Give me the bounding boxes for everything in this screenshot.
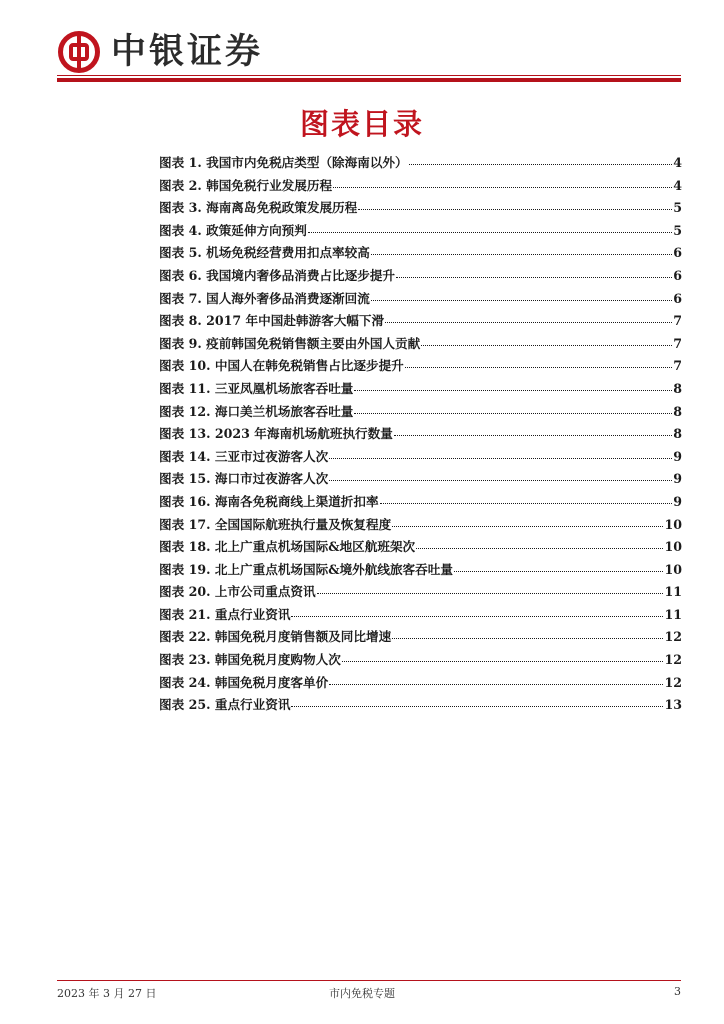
brand-name: 中银证券 (111, 32, 264, 72)
toc-entry[interactable] (159, 491, 682, 514)
bank-of-china-logo-icon (57, 30, 101, 74)
toc-dot-leader (394, 435, 672, 436)
toc-entry[interactable] (159, 536, 682, 559)
toc-entry[interactable] (159, 694, 682, 717)
footer-date: 2023 年 3 月 27 日 (57, 987, 157, 1000)
footer-divider (57, 980, 681, 981)
toc-dot-leader (380, 503, 673, 504)
toc-entry-label: 图表 22. 韩国免税月度销售额及同比增速 (159, 629, 392, 645)
toc-entry[interactable] (159, 401, 682, 424)
toc-entry[interactable] (159, 626, 682, 649)
footer-page-number: 3 (674, 985, 681, 998)
toc-entry-page: 5 (673, 222, 682, 238)
toc-entry[interactable] (159, 378, 682, 401)
toc-entry[interactable] (159, 152, 682, 175)
toc-entry-page: 11 (664, 584, 682, 600)
toc-entry-label: 图表 5. 机场免税经营费用扣点率较高 (159, 245, 370, 261)
toc-entry-page: 9 (673, 471, 682, 487)
toc-entry-label: 图表 7. 国人海外奢侈品消费逐渐回流 (159, 290, 370, 306)
toc-entry-label: 图表 2. 韩国免税行业发展历程 (159, 177, 333, 193)
toc-dot-leader (354, 413, 672, 414)
page-title: 图表目录 (299, 107, 424, 141)
toc-entry-page: 10 (664, 516, 682, 532)
toc-entry-page: 11 (664, 606, 682, 622)
toc-entry-page: 13 (664, 697, 682, 713)
toc-entry[interactable] (159, 446, 682, 469)
toc-entry-label: 图表 25. 重点行业资讯 (159, 697, 291, 713)
toc-entry-label: 图表 8. 2017 年中国赴韩游客大幅下滑 (159, 313, 385, 329)
toc-entry[interactable] (159, 175, 682, 198)
toc-dot-leader (385, 322, 672, 323)
toc-dot-leader (396, 277, 672, 278)
toc-entry-page: 9 (673, 448, 682, 464)
toc-entry-page: 7 (673, 358, 682, 374)
toc-entry-label: 图表 13. 2023 年海南机场航班执行数量 (159, 426, 393, 442)
toc-entry-label: 图表 18. 北上广重点机场国际&地区航班架次 (159, 539, 416, 555)
brand-logo (57, 28, 263, 76)
toc-entry[interactable] (159, 288, 682, 311)
toc-entry-label: 图表 15. 海口市过夜游客人次 (159, 471, 329, 487)
toc-entry[interactable] (159, 423, 682, 446)
toc-dot-leader (342, 661, 664, 662)
header-divider-thick (57, 78, 681, 82)
toc-entry[interactable] (159, 581, 682, 604)
toc-dot-leader (329, 458, 672, 459)
toc-entry-label: 图表 4. 政策延伸方向预判 (159, 222, 307, 238)
toc-entry[interactable] (159, 559, 682, 582)
toc-entry-page: 12 (664, 652, 682, 668)
toc-entry-page: 4 (673, 155, 682, 170)
toc-entry[interactable] (159, 197, 682, 220)
toc-entry[interactable] (159, 649, 682, 672)
toc-dot-leader (371, 254, 672, 255)
footer-report-topic: 市内免税专题 (329, 987, 395, 1000)
toc-entry-label: 图表 20. 上市公司重点资讯 (159, 584, 316, 600)
toc-dot-leader (392, 638, 663, 639)
toc-entry[interactable] (159, 355, 682, 378)
toc-entry-page: 8 (673, 380, 682, 396)
toc-dot-leader (421, 345, 672, 346)
toc-dot-leader (308, 232, 672, 233)
toc-entry-label: 图表 24. 韩国免税月度客单价 (159, 674, 329, 690)
toc-entry-label: 图表 19. 北上广重点机场国际&境外航线旅客吞吐量 (159, 561, 453, 577)
toc-dot-leader (354, 390, 672, 391)
toc-entry[interactable] (159, 468, 682, 491)
toc-entry[interactable] (159, 672, 682, 695)
toc-entry-page: 8 (673, 403, 682, 419)
toc-entry-page: 12 (664, 629, 682, 645)
toc-entry[interactable] (159, 242, 682, 265)
toc-entry-page: 6 (673, 290, 682, 306)
toc-entry-label: 图表 12. 海口美兰机场旅客吞吐量 (159, 403, 354, 419)
toc-entry-page: 7 (673, 335, 682, 351)
toc-entry[interactable] (159, 265, 682, 288)
toc-entry-label: 图表 10. 中国人在韩免税销售占比逐步提升 (159, 358, 404, 374)
toc-entry[interactable] (159, 514, 682, 537)
toc-dot-leader (329, 684, 663, 685)
toc-entry-label: 图表 16. 海南各免税商线上渠道折扣率 (159, 493, 379, 509)
table-of-figures (159, 152, 682, 717)
toc-entry-label: 图表 17. 全国国际航班执行量及恢复程度 (159, 516, 392, 532)
toc-dot-leader (317, 593, 664, 594)
toc-dot-leader (358, 209, 672, 210)
toc-dot-leader (409, 164, 673, 165)
toc-entry-label: 图表 21. 重点行业资讯 (159, 606, 291, 622)
toc-entry-label: 图表 14. 三亚市过夜游客人次 (159, 448, 329, 464)
header-divider-thin (57, 75, 681, 76)
toc-entry-page: 6 (673, 245, 682, 261)
toc-entry-label: 图表 3. 海南离岛免税政策发展历程 (159, 200, 358, 216)
toc-entry[interactable] (159, 604, 682, 627)
toc-entry-label: 图表 6. 我国境内奢侈品消费占比逐步提升 (159, 267, 396, 283)
toc-entry-label: 图表 23. 韩国免税月度购物人次 (159, 652, 341, 668)
toc-dot-leader (329, 480, 672, 481)
toc-dot-leader (371, 300, 672, 301)
toc-entry-page: 6 (673, 267, 682, 283)
toc-entry-page: 5 (673, 200, 682, 216)
toc-entry-page: 4 (673, 177, 682, 193)
toc-entry-page: 10 (664, 561, 682, 577)
toc-dot-leader (291, 616, 663, 617)
toc-entry-page: 9 (673, 493, 682, 509)
toc-dot-leader (392, 526, 663, 527)
toc-dot-leader (454, 571, 664, 572)
toc-entry-label: 图表 11. 三亚凤凰机场旅客吞吐量 (159, 380, 354, 396)
toc-entry[interactable] (159, 333, 682, 356)
toc-entry-label: 图表 9. 疫前韩国免税销售额主要由外国人贡献 (159, 335, 421, 351)
toc-entry[interactable] (159, 310, 682, 333)
toc-dot-leader (416, 548, 663, 549)
toc-entry-page: 10 (664, 539, 682, 555)
toc-entry-page: 8 (673, 426, 682, 442)
toc-entry[interactable] (159, 220, 682, 243)
toc-entry-page: 7 (673, 313, 682, 329)
toc-dot-leader (291, 706, 663, 707)
toc-dot-leader (333, 187, 672, 188)
toc-entry-page: 12 (664, 674, 682, 690)
toc-entry-label: 图表 1. 我国市内免税店类型（除海南以外） (159, 155, 408, 170)
toc-dot-leader (405, 367, 672, 368)
